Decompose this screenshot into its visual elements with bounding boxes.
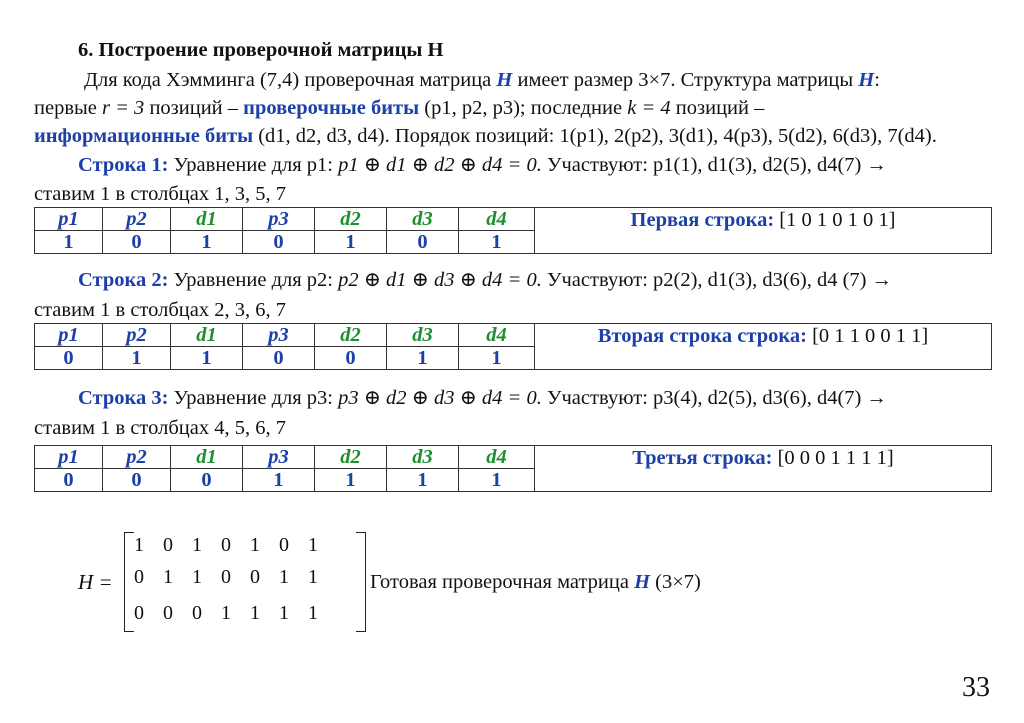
matrix-cell: 0 xyxy=(221,534,231,556)
matrix-symbol: H xyxy=(496,69,513,91)
matrix-cell: 1 xyxy=(134,534,144,556)
row-note-value: [0 1 1 0 0 1 1] xyxy=(806,325,929,347)
participants: Участвуют: p3(4), d2(5), d3(6), d4(7) → xyxy=(541,387,888,409)
row-label: Строка 1: xyxy=(78,154,169,176)
equation-intro: Уравнение для p2: xyxy=(168,269,339,291)
matrix-lhs: H = xyxy=(78,570,113,594)
equation: p1 ⊕ d1 ⊕ d2 ⊕ d4 = 0. xyxy=(338,154,542,176)
equation-intro: Уравнение для p1: xyxy=(168,154,339,176)
bit-cell: 1 xyxy=(315,469,387,492)
intro-text: (p1, p2, p3); последние xyxy=(419,97,628,119)
matrix-symbol: H xyxy=(858,69,875,91)
matrix-cell: 0 xyxy=(250,566,260,588)
row-note-value: [1 0 1 0 1 0 1] xyxy=(774,209,896,231)
matrix-cell: 0 xyxy=(279,534,289,556)
row-note xyxy=(535,446,992,492)
col-header: d1 xyxy=(171,446,243,469)
matrix-cell: 1 xyxy=(279,602,289,624)
bit-cell: 1 xyxy=(35,231,103,254)
intro-line-3 xyxy=(34,124,937,148)
intro-text: Для кода Хэмминга (7,4) проверочная матрица xyxy=(84,69,497,91)
section-heading: 6. Построение проверочной матрицы H xyxy=(78,39,444,61)
row-note xyxy=(535,208,992,254)
bit-cell: 1 xyxy=(103,347,171,370)
matrix-symbol: H xyxy=(634,571,651,593)
matrix-cell: 0 xyxy=(192,602,202,624)
page-number: 33 xyxy=(962,672,990,703)
intro-text: первые xyxy=(34,97,102,119)
r-value: r = 3 xyxy=(102,97,145,119)
bit-cell: 1 xyxy=(171,231,243,254)
row-note-value: [0 0 0 1 1 1 1] xyxy=(772,447,894,469)
equation: p2 ⊕ d1 ⊕ d3 ⊕ d4 = 0. xyxy=(338,269,542,291)
col-header: d3 xyxy=(387,324,459,347)
matrix-cell: 0 xyxy=(163,602,173,624)
intro-text: позиций – xyxy=(144,97,244,119)
matrix-cell: 1 xyxy=(221,602,231,624)
col-header: d3 xyxy=(387,446,459,469)
row-note xyxy=(535,324,992,370)
col-header: p1 xyxy=(35,324,103,347)
matrix-cell: 1 xyxy=(279,566,289,588)
matrix-caption xyxy=(370,570,701,594)
bit-cell: 0 xyxy=(243,347,315,370)
bit-cell: 1 xyxy=(315,231,387,254)
intro-text: позиций – xyxy=(670,97,765,119)
matrix-cell: 0 xyxy=(134,602,144,624)
col-header: d4 xyxy=(459,208,535,231)
row-2-equation xyxy=(78,268,892,292)
equation-intro: Уравнение для p3: xyxy=(168,387,339,409)
row-label: Строка 2: xyxy=(78,269,169,291)
col-header: d4 xyxy=(459,446,535,469)
intro-text: (d1, d2, d3, d4). Порядок позиций: 1(p1), 2(p2), 3(d1), 4(p3), 5(d2), 6(d3), 7(d4). xyxy=(253,125,937,147)
matrix-row-1 xyxy=(134,534,337,557)
bit-cell: 1 xyxy=(243,469,315,492)
col-header: p2 xyxy=(103,446,171,469)
bit-cell: 0 xyxy=(243,231,315,254)
bit-cell: 0 xyxy=(103,469,171,492)
col-header: d2 xyxy=(315,446,387,469)
matrix-cell: 1 xyxy=(192,566,202,588)
matrix-bracket-left xyxy=(124,532,134,632)
row-note-label: Третья строка: xyxy=(632,447,773,469)
matrix-cell: 1 xyxy=(250,602,260,624)
col-header: p2 xyxy=(103,324,171,347)
col-header: d1 xyxy=(171,208,243,231)
row-3-equation xyxy=(78,386,887,410)
equation: p3 ⊕ d2 ⊕ d3 ⊕ d4 = 0. xyxy=(338,387,542,409)
participants: Участвуют: p2(2), d1(3), d3(6), d4 (7) → xyxy=(541,269,893,291)
intro-text: имеет размер 3×7. Структура матрицы xyxy=(512,69,859,91)
row-1-table xyxy=(34,207,992,254)
col-header: d2 xyxy=(315,324,387,347)
col-header: p2 xyxy=(103,208,171,231)
intro-text: : xyxy=(874,69,880,91)
table-header-row xyxy=(35,208,992,231)
matrix-cell: 0 xyxy=(221,566,231,588)
row-2-table xyxy=(34,323,992,370)
k-value: k = 4 xyxy=(627,97,671,119)
matrix-bracket-right xyxy=(356,532,366,632)
col-header: p3 xyxy=(243,324,315,347)
col-header: d3 xyxy=(387,208,459,231)
row-note-label: Вторая строка строка: xyxy=(597,325,807,347)
col-header: p3 xyxy=(243,446,315,469)
check-bits-term: проверочные биты xyxy=(243,97,420,119)
bit-cell: 0 xyxy=(35,347,103,370)
matrix-cell: 1 xyxy=(192,534,202,556)
row-2-columns-note: ставим 1 в столбцах 2, 3, 6, 7 xyxy=(34,299,286,321)
col-header: d2 xyxy=(315,208,387,231)
row-label: Строка 3: xyxy=(78,387,169,409)
matrix-cell: 1 xyxy=(308,566,318,588)
col-header: d4 xyxy=(459,324,535,347)
matrix-cell: 1 xyxy=(308,602,318,624)
bit-cell: 0 xyxy=(171,469,243,492)
matrix-cell: 0 xyxy=(163,534,173,556)
table-header-row xyxy=(35,446,992,469)
bit-cell: 0 xyxy=(103,231,171,254)
table-header-row xyxy=(35,324,992,347)
col-header: p1 xyxy=(35,446,103,469)
bit-cell: 0 xyxy=(387,231,459,254)
col-header: p1 xyxy=(35,208,103,231)
matrix-cell: 1 xyxy=(250,534,260,556)
matrix-cell: 0 xyxy=(134,566,144,588)
row-3-table xyxy=(34,445,992,492)
bit-cell: 1 xyxy=(387,347,459,370)
caption-text: Готовая проверочная матрица xyxy=(370,571,635,593)
bit-cell: 1 xyxy=(171,347,243,370)
bit-cell: 1 xyxy=(459,347,535,370)
caption-text: (3×7) xyxy=(650,571,701,593)
bit-cell: 1 xyxy=(387,469,459,492)
info-bits-term: информационные биты xyxy=(34,125,254,147)
intro-line-1 xyxy=(84,68,880,92)
row-note-label: Первая строка: xyxy=(630,209,775,231)
row-1-columns-note: ставим 1 в столбцах 1, 3, 5, 7 xyxy=(34,183,286,205)
matrix-cell: 1 xyxy=(163,566,173,588)
col-header: d1 xyxy=(171,324,243,347)
matrix-row-3 xyxy=(134,602,337,625)
bit-cell: 0 xyxy=(35,469,103,492)
bit-cell: 0 xyxy=(315,347,387,370)
matrix-row-2 xyxy=(134,566,337,589)
row-1-equation xyxy=(78,153,887,177)
bit-cell: 1 xyxy=(459,469,535,492)
bit-cell: 1 xyxy=(459,231,535,254)
intro-line-2 xyxy=(34,96,996,120)
col-header: p3 xyxy=(243,208,315,231)
matrix-cell: 1 xyxy=(308,534,318,556)
row-3-columns-note: ставим 1 в столбцах 4, 5, 6, 7 xyxy=(34,417,286,439)
participants: Участвуют: p1(1), d1(3), d2(5), d4(7) → xyxy=(541,154,888,176)
